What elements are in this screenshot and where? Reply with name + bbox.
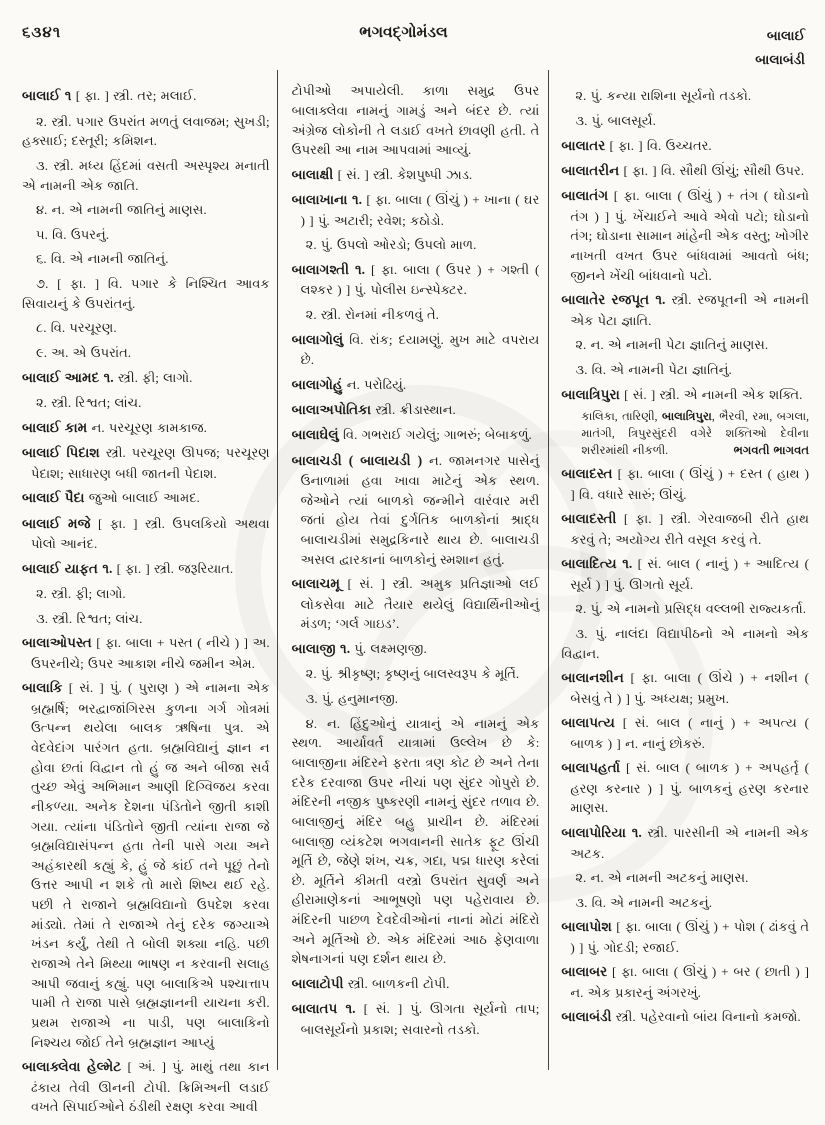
headword: બાલાઈ પૈદા (22, 490, 85, 506)
headword: બાલાઅપોતિકા (291, 401, 372, 417)
dictionary-entry (292, 974, 540, 994)
sense-line (22, 393, 270, 413)
dictionary-entry (561, 385, 809, 405)
quote-bold-term: બાલાત્રિપુરા (662, 409, 712, 423)
dictionary-entry (22, 678, 270, 1052)
dictionary-entry (292, 639, 540, 659)
definition-text: [ સં. ] સ્ત્રી. એ નામની એક શક્તિ. (624, 386, 803, 402)
dictionary-entry (22, 443, 270, 483)
headword: બાલાઈ યાફત ૧. (22, 560, 113, 576)
dictionary-entry (22, 559, 270, 579)
sense-text: ૨. પું. શ્રીકૃષ્ણ; કૃષ્ણનું બાલસ્વરૂપ કે મૂર્તિ. (305, 666, 520, 682)
headword: બાલાક્ષી (291, 166, 334, 182)
definition-text: ન. પરોઢિયું. (346, 376, 407, 392)
headword: બાલાબંડી (561, 1009, 612, 1025)
sense-text: ૨. સ્ત્રી. રોનમાં નીકળવું તે. (305, 306, 439, 322)
dictionary-entry (561, 161, 809, 181)
definition-text: [ ફા. બાલા ( ઊંચું ) + દસ્ત ( હાથ ) ] વિ. વધારે સારું; ઊંચું. (570, 466, 810, 502)
sense-text: ૩. સ્ત્રી. મધ્ય હિંદમાં વસતી અસ્પૃશ્ય મનાતી એ નામની એક જાતિ. (22, 157, 270, 193)
headword: બાલાત્રિપુરા (561, 386, 620, 402)
sense-line (22, 112, 270, 151)
sense-text: ૨. પું. ઉપલો ઓરડો; ઉપલો માળ. (305, 237, 477, 253)
definition-text: [ સં. બાલ ( નાનું ) + આદિત્ય ( સૂર્ય ) ] પું. ઊગતો સૂર્ય. (570, 556, 809, 592)
continuation-line (292, 81, 540, 160)
headword: બાલાગોલું (291, 331, 344, 347)
definition-text: [ સં. ] સ્ત્રી. કેશપુષ્પી ઝાડ. (337, 166, 473, 182)
sense-text: ૭. [ ફા. ] વિ. પગાર કે નિશ્ચિત આવક સિવાયનું કે ઉપરાંતનું. (22, 276, 270, 311)
page-number: ૬૩૪૧ (22, 25, 62, 41)
definition-text: સ્ત્રી. પહેરવાનો બાંય વિનાનો કમજો. (615, 1009, 801, 1025)
sense-text: ૨. સ્ત્રી. રિશ્વત; લાંચ. (36, 395, 142, 411)
dictionary-column-last (550, 81, 809, 1117)
dictionary-entry (292, 330, 540, 370)
definition-text: [ સં. બાલ ( બાળક ) + અપહર્તૃ ( હરણ કરનાર ) ] પું. બાળકનું હરણ કરનાર માણસ. (570, 760, 810, 816)
headword: બાલાઈ મજે (22, 515, 91, 531)
dictionary-entry (561, 1007, 809, 1027)
guide-word-first: બાલાઈ (766, 28, 805, 43)
definition-text: [ સં. ] સ્ત્રી. અમુક પ્રતિજ્ઞાઓ લઈ લોકસેવા માટે તૈયાર થયેલું વિદ્યાર્થિનીઓનું મંડળ; ‘ગર્લ ગાઇડ’. (300, 576, 540, 632)
sense-text: ૨. પું. એ નામનો પ્રસિદ્ધ વલ્લભી રાજ્યકર્તા. (575, 601, 807, 617)
continuation-text: ટોપીઓ અપાયેલી. કાળા સમુદ્ર ઉપર બાલાક્લેવા નામનું ગામડું અને બંદર છે. ત્યાં અંગ્રેજ લોકોની તે લડાઈ વખતે છાવણી હતી. તે ઉપરથી આ નામ આપવામાં આવ્યું. (291, 83, 540, 158)
headword: બાલાઈ આમદ ૧. (22, 369, 114, 385)
headword: બાલાતંગ (561, 188, 609, 204)
sense-text: ૮. વિ. પરચૂરણ. (36, 320, 117, 336)
sense-text: ૪. ન. એ નામની જાતિનું માણસ. (36, 202, 207, 218)
headword: બાલાપોરિયા ૧. (561, 825, 642, 841)
headword: બાલાબર (561, 964, 608, 980)
sense-line (22, 156, 270, 195)
dictionary-entry (561, 668, 809, 708)
definition-text: [ ફા. બાલા ( ઊંચું ) + પોશ ( ઢાંકવું તે ) ] પું. ગોદડી; રજાઈ. (570, 919, 810, 955)
sense-text: ૯. અ. એ ઉપરાંત. (36, 345, 132, 361)
sense-line (561, 360, 809, 380)
sense-line (292, 714, 540, 969)
dictionary-column-middle (281, 81, 551, 1117)
dictionary-entry (561, 962, 809, 1002)
definition-text: [ સં. ] પું. ઊગતા સૂર્યનો તાપ; બાલસૂર્યનો પ્રકાશ; સવારનો તડકો. (300, 1001, 540, 1037)
dictionary-entry (292, 574, 540, 634)
dictionary-entry (561, 758, 809, 818)
headword: બાલાતેર રજપૂત ૧. (561, 292, 666, 308)
headword: બાલાપોશ (561, 919, 612, 935)
headword: બાલાટોપી (291, 976, 344, 992)
sense-text: ૨. પું. કન્યા રાશિના સૂર્યનો તડકો. (575, 88, 752, 104)
dictionary-entry (561, 186, 809, 285)
definition-text: સ્ત્રી. પરચૂરણ ઊપજ; પરચૂરણ પેદાશ; સાધારણ બધી જાતની પેદાશ. (31, 445, 270, 481)
sense-line (561, 335, 809, 355)
definition-text: જુઓ બાલાઈ આમદ. (88, 490, 200, 506)
dictionary-entry (292, 425, 540, 445)
quote-text: , ભૈરવી, રમા, બગલા, માતંગી, ત્રિપુરસુંદરી વગેરે શક્તિઓ દેવીના શરીરમાંથી નીકળી. (581, 409, 810, 457)
sense-text: ૩. પું. નાલંદા વિદ્યાપીઠનો એ નામનો એક વિદ્વાન. (561, 626, 810, 661)
dictionary-entry (561, 713, 809, 753)
sense-line (22, 343, 270, 363)
headword: બાલાતપ ૧. (291, 1001, 356, 1017)
sense-line (22, 200, 270, 220)
dictionary-entry (561, 917, 809, 957)
headword: બાલાચમૂ (291, 576, 340, 592)
headword: બાલાક્લેવા હેલ્મેટ (22, 1059, 122, 1075)
definition-text: સ્ત્રી. રજપૂતની એ નામની એક પેટા જ્ઞાતિ. (570, 292, 809, 328)
sense-line (561, 624, 809, 663)
dictionary-entry (22, 418, 270, 438)
sense-line (561, 868, 809, 888)
definition-text: [ ફા. ] વિ. સૌથી ઊંચું; સૌથી ઉપર. (623, 162, 805, 178)
guide-words (675, 24, 805, 71)
guide-word-last: બાલાબંડી (755, 51, 805, 67)
definition-text: [ ફા. બાલા + પસ્ત ( નીચે ) ] અ. ઉપરનીચે; ઉપર આકાશ નીચે જમીન એમ. (31, 635, 270, 671)
sense-line (22, 609, 270, 629)
definition-text: વિ. ગભરાઈ ગયેલું; ગાભરું; બેબાકળું. (342, 427, 532, 443)
definition-text: [ અં. ] પું. માથું તથા કાન ઢંકાય તેવી ઊનની ટોપી. ક્રિમિઅની લડાઈ વખતે સિપાઈઓને ઠંડીથી રક્ષણ કરવા આવી (31, 1059, 270, 1115)
headword: બાલાઘેલું (291, 427, 339, 443)
sense-text: ૩. પું. હનુમાનજી. (305, 691, 399, 707)
sense-text: ૫. વિ. ઉપરનું. (36, 226, 110, 242)
sense-line (292, 689, 540, 709)
sense-line (22, 584, 270, 604)
definition-text: [ ફા. બાલા ( ઊંચું ) + તંગ ( ઘોડાનો તંગ ) ] પું. ખેંચાઈને આવે એવો પટો; ઘોડાનો તંગ; ઘોડાના સામાન માંહેની એક વસ્તુ; ખોગીર નાખતી વખત ઉપર બાંધવામાં આવતો બંધ; જીનને ખેંચી બાંધવાનો પટો. (570, 188, 810, 283)
definition-text: પું. લક્ષ્મણજી. (354, 641, 427, 657)
dictionary-entry (22, 368, 270, 388)
book-title: ભગવદ્ગોમંડલ (359, 24, 448, 41)
sense-text: ૬. વિ. એ નામની જાતિનું. (36, 251, 169, 267)
sense-line (561, 893, 809, 913)
sense-text: ૨. ન. એ નામની અટકનું માણસ. (575, 870, 749, 886)
definition-text: ન. જામનગર પાસેનું ઉનાળામાં હવા ખાવા માટેનું એક સ્થળ. જેઓને ત્યાં બાળકો જન્મીને વારંવાર મરી જતાં હોય તેવાં દુર્ગતિક બાળકોનાં શ્રાદ્ધ બાલાચડીમાં સમુદ્રકિનારે થાય છે. બાલાચડી અસલ દ્વારકાનાં બાળકોનું સ્મશાન હતું. (300, 452, 540, 567)
sense-text: ૩. વિ. એ નામની પેટા જ્ઞાતિનું. (575, 361, 732, 377)
sense-text: ૨. સ્ત્રી. પગાર ઉપરાંત મળતું લવાજમ; સુખડી; હક્સાઈ; દસ્તૂરી; કમિશન. (22, 113, 270, 149)
dictionary-entry (292, 260, 540, 300)
dictionary-entry (561, 464, 809, 504)
headword: બાલાખાના ૧. (291, 192, 363, 208)
sense-line (561, 599, 809, 619)
definition-text: [ ફા. ] સ્ત્રી. ગેરવાજબી રીતે હાથ કરવું તે; અયોગ્ય રીતે વસૂલ કરવું તે. (570, 511, 810, 547)
dictionary-entry (22, 514, 270, 554)
headword: બાલાચડી ( બાલાયડી ) (291, 452, 423, 468)
headword: બાલાગોહું (291, 376, 343, 392)
sense-line (22, 225, 270, 245)
sense-text: ૩. સ્ત્રી. રિશ્વત; લાંચ. (36, 610, 143, 626)
dictionary-entry (561, 136, 809, 156)
dictionary-entry (292, 375, 540, 395)
headword: બાલાઈ પિદાશ (22, 445, 100, 461)
dictionary-entry (561, 290, 809, 330)
definition-text: સ્ત્રી. બાળકની ટોપી. (347, 976, 450, 992)
sense-text: ૩. પું. બાલસૂર્ય. (575, 112, 656, 128)
definition-text: [ ફા. બાલા ( ઊંચું ) + બર ( છાતી ) ] ન. એક પ્રકારનું અંગરખું. (570, 964, 810, 1000)
definition-text: [ ફા. ] વિ. ઉચ્ચતર. (609, 137, 712, 153)
dictionary-entry (561, 823, 809, 863)
headword: બાલાદસ્ત (561, 466, 613, 482)
dictionary-entry (22, 633, 270, 673)
headword: બાલાજી ૧. (291, 641, 351, 657)
definition-text: [ સં. ] પું. ( પુરાણ ) એ નામના એક બ્રહ્મર્ષિ; ભરદ્વાજાંગિરસ કુળના ગર્ગ ગોત્રમાં ઉત્પન્ન થયેલા બાલક ઋષિના પુત્ર. એ વેદવેદાંગ પારંગત હતા. બ્રહ્મવિદ્યાનું જ્ઞાન ન હોવા છતાં વિદ્વાન તો હું જ અને બીજા સર્વ તુચ્છ એવું અભિમાન આણી દિગ્વિજય કરવા નીકળ્યા. અનેક દેશના પંડિતોને જીતી કાશી ગયા. ત્યાંના પંડિતોને જીતી ત્યાંના રાજા જે બ્રહ્મવિદ્યાસંપન્ન હતા તેની પાસે ગયા અને અહંકારથી કહ્યું કે, હું જે કાંઈ તને પૂછું તેનો ઉત્તર આપી ન શકે તો મારો શિષ્ય થઈ રહે. પછી તે રાજાને બ્રહ્મવિદ્યાનો ઉપદેશ કરવા માંડ્યો. તેમાં તે રાજાએ તેનું દરેક જગ્યાએ ખંડન કર્યું, તેથી તે બોલી શક્યા નહિ. પછી રાજાએ તેને મિથ્યા ભાષણ ન કરવાની સલાહ આપી જવાનું કહ્યું. પણ બાલાકિએ પશ્ચાત્તાપ પામી તે રાજા પાસે બ્રહ્મજ્ઞાનની યાચના કરી. પ્રથમ રાજાએ ના પાડી, પણ બાલાકિનો નિશ્ચય જોઈ તેને બ્રહ્મજ્ઞાન આપ્યું (31, 680, 270, 1050)
definition-text: [ સં. બાલ ( નાનું ) + અપત્ય ( બાળક ) ] ન. નાનું છોકરું. (570, 715, 810, 751)
sense-text: ૪. ન. હિંદુઓનું યાત્રાનું એ નામનું એક સ્થળ. આર્યાવર્ત યાત્રામાં ઉલ્લેખ છે કે: બાલાજીના મંદિરને ફરતા ત્રણ કોટ છે અને તેના દરેક દરવાજા ઉપર નીચાં પણ સુંદર ગોપુરો છે. મંદિરની નજીક પુષ્કરણી નામનું સુંદર તળાવ છે. બાલાજીનું મંદિર બહુ પ્રાચીન છે. મંદિરમાં બાલાજી વ્યંકટેશ ભગવાનની સાતેક ફૂટ ઊંચી મૂર્તિ છે, જેણે શંખ, ચક્ર, ગદા, પદ્મ ધારણ કરેલાં છે. મૂર્તિને કીમતી વસ્ત્રો ઉપરાંત સુવર્ણ અને હીરામાણેકનાં આભૂષણો પણ પહેરાવાય છે. મંદિરની પાછળ દેવદેવીઓનાં નાનાં મોટાં મંદિરો અને મૂર્તિઓ છે. એક મંદિરમાં આઠ ફેણવાળા શેષનાગનાં પણ દર્શન થાય છે. (291, 715, 540, 967)
headword: બાલાદિત્ય ૧. (561, 556, 633, 572)
sense-text: ૨. સ્ત્રી. ફી; લાગો. (36, 585, 126, 601)
definition-text: [ ફા. ] સ્ત્રી. ઉપલકિયો અથવા પોલો આનંદ. (31, 515, 270, 551)
sense-line (292, 305, 540, 325)
dictionary-column-first (22, 81, 281, 1117)
headword: બાલાઈ કામ (22, 419, 88, 435)
sense-line (22, 274, 270, 313)
sense-text: ૨. ન. એ નામની પેટા જ્ઞાતિનું માણસ. (575, 337, 769, 353)
definition-text: વિ. રાંક; દયામણું. મુખ માટે વપરાય છે. (300, 331, 540, 367)
page-header (0, 0, 825, 73)
definition-text: [ ફા. ] સ્ત્રી. જરૂરિયાત. (116, 560, 234, 576)
sense-text: ૩. વિ. એ નામની અટકનું. (575, 894, 713, 910)
definition-text: [ ફા. બાલા ( ઉપર ) + ગશ્તી ( લશ્કર ) ] પું. પોલીસ ઇન્સ્પેક્ટર. (300, 261, 540, 298)
sense-line (561, 86, 809, 106)
definition-text: [ ફા. ] સ્ત્રી. તર; મલાઈ. (75, 88, 197, 104)
sense-line (292, 664, 540, 684)
dictionary-entry (292, 999, 540, 1039)
dictionary-entry (22, 86, 270, 106)
headword: બાલાપત્ય (561, 715, 615, 731)
dictionary-entry (561, 554, 809, 594)
definition-text: [ ફા. બાલા ( ઊંચું ) + ખાના ( ઘર ) ] પું. અટારી; રવેશ; કઠોડો. (300, 192, 540, 228)
definition-text: ન. પરચૂરણ કામકાજ. (91, 419, 207, 435)
definition-text: સ્ત્રી. ફી; લાગો. (117, 369, 193, 385)
headword: બાલાઓપસ્ત (22, 635, 92, 651)
dictionary-entry (22, 1057, 270, 1117)
sense-line (292, 235, 540, 255)
sense-line (22, 249, 270, 269)
headword: બાલાતરીન (561, 162, 620, 178)
citation-source: ભગવતી ભાગવત (733, 443, 810, 457)
dictionary-entry (292, 400, 540, 420)
headword: બાલાનશીન (561, 670, 624, 686)
quote-text: કાલિકા, તારિણી, (581, 409, 663, 423)
definition-text: [ ફા. બાલા ( ઊંચે ) + નશીન ( બેસવું તે ) ] પું. અધ્યક્ષ; પ્રમુખ. (570, 670, 809, 706)
dictionary-entry (292, 451, 540, 570)
dictionary-entry (561, 509, 809, 549)
sense-line (561, 111, 809, 131)
dictionary-entry (292, 165, 540, 185)
headword: બાલાપહર્તા (561, 760, 621, 776)
headword: બાલાઈ ૧ (22, 88, 72, 104)
dictionary-entry (292, 190, 540, 230)
headword: બાલાતર (561, 137, 606, 153)
dictionary-entry (22, 488, 270, 508)
columns-container (0, 73, 825, 1117)
sense-line (22, 318, 270, 338)
headword: બાલાદસ્તી (561, 511, 617, 527)
citation-quote (561, 409, 809, 459)
headword: બાલાગશ્તી ૧. (291, 261, 366, 277)
headword: બાલાકિ (22, 680, 63, 696)
definition-text: સ્ત્રી. ક્રીડાસ્થાન. (375, 401, 456, 417)
definition-text: સ્ત્રી. પારસીની એ નામની એક અટક. (570, 825, 810, 861)
